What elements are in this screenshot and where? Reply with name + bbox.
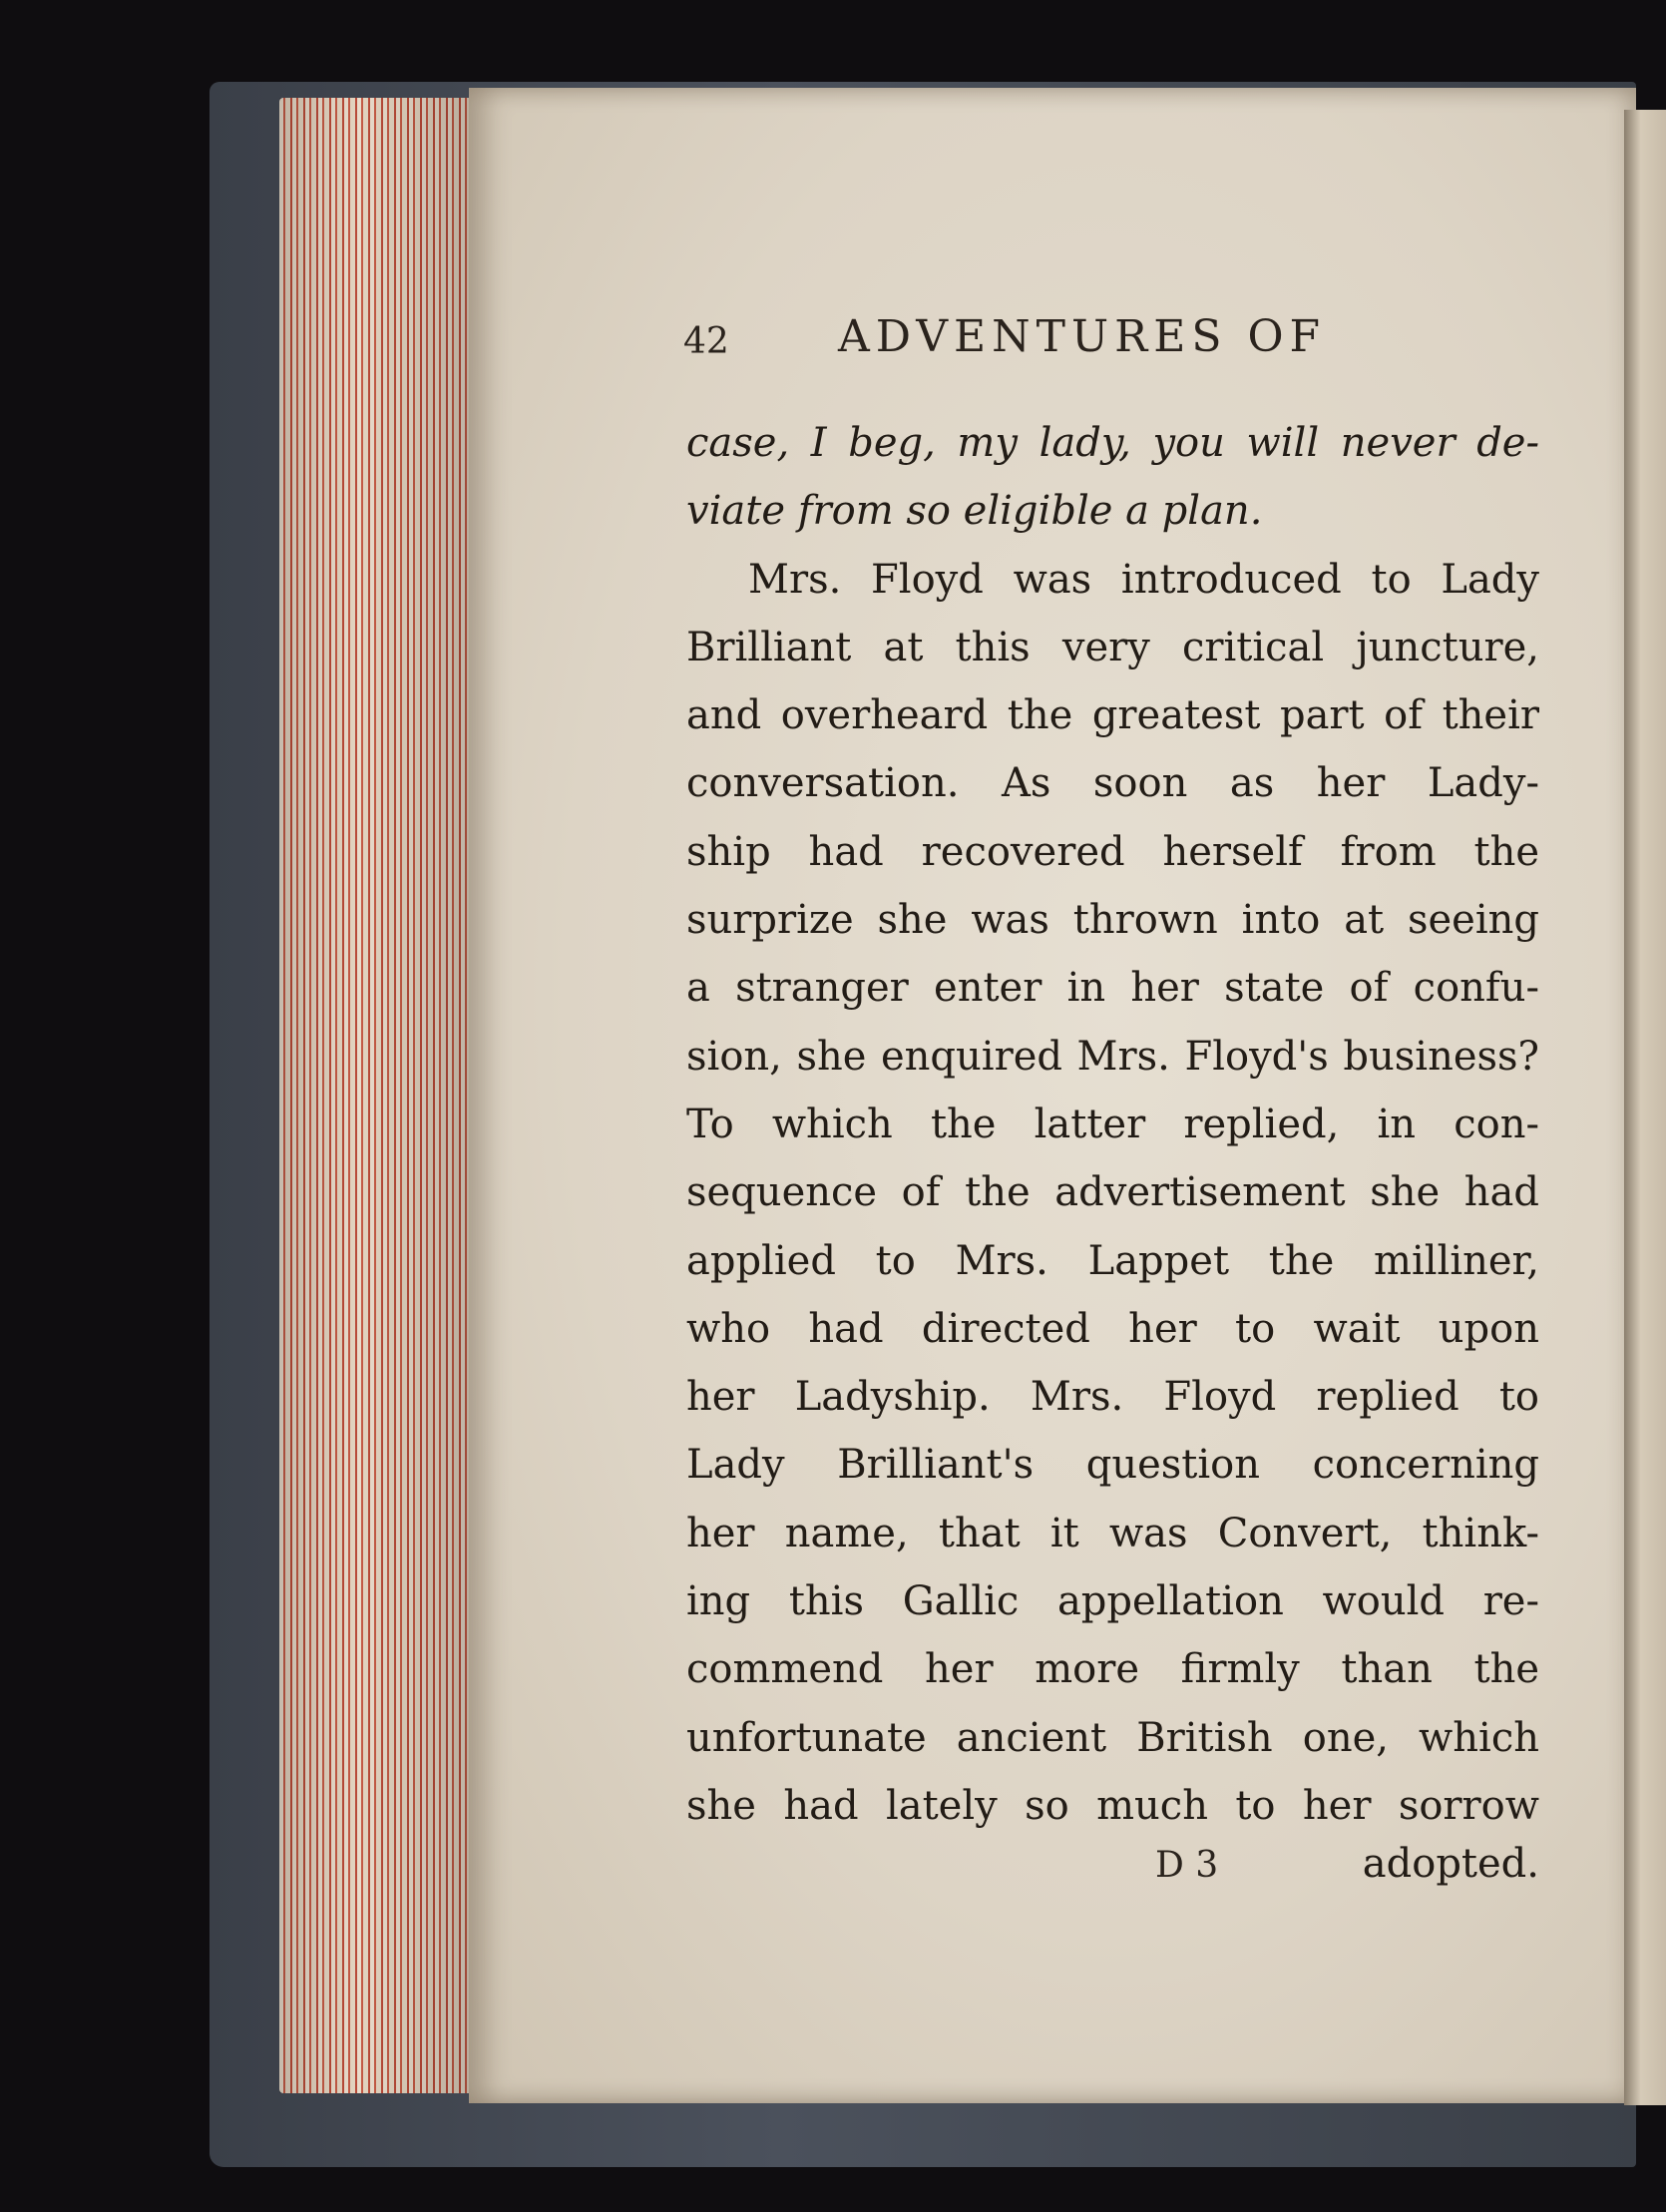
catchword: adopted.	[1362, 1841, 1539, 1887]
signature-mark: D 3	[1155, 1845, 1219, 1886]
text-line: conversation. As soon as her Lady-	[686, 760, 1539, 807]
text-line: who had directed her to wait upon	[686, 1305, 1539, 1352]
page-footer	[686, 1841, 1539, 1901]
text-line: sequence of the advertisement she had	[686, 1169, 1539, 1216]
text-line: surprize she was thrown into at seeing	[686, 897, 1539, 944]
text-line: To which the latter replied, in con-	[686, 1101, 1539, 1147]
running-title: ADVENTURES OF	[838, 311, 1327, 362]
page-number: 42	[683, 321, 729, 362]
text-line: ship had recovered herself from the	[686, 828, 1539, 875]
page-body	[686, 409, 1539, 1840]
text-line: her name, that it was Convert, think-	[686, 1510, 1539, 1556]
facing-page-gutter	[1624, 110, 1666, 2105]
text-line: commend her more firmly than the	[686, 1646, 1539, 1693]
text-line: and overheard the greatest part of their	[686, 692, 1539, 739]
page-edges-shading	[279, 98, 479, 2093]
text-line: viate from so eligible a plan.	[686, 488, 1263, 535]
text-line: Brilliant at this very critical juncture,	[686, 624, 1539, 670]
text-line: her Ladyship. Mrs. Floyd replied to	[686, 1374, 1539, 1421]
text-line: a stranger enter in her state of confu-	[686, 965, 1539, 1012]
text-line: sion, she enquired Mrs. Floyd's business?	[686, 1033, 1539, 1080]
text-line: unfortunate ancient British one, which	[686, 1714, 1539, 1761]
text-line: applied to Mrs. Lappet the milliner,	[686, 1237, 1539, 1284]
text-line: ing this Gallic appellation would re-	[686, 1578, 1539, 1625]
text-line: case, I beg, my lady, you will never de-	[686, 420, 1539, 466]
text-line: Lady Brilliant's question concerning	[686, 1442, 1539, 1489]
text-line: she had lately so much to her sorrow	[686, 1782, 1539, 1829]
text-line: Mrs. Floyd was introduced to Lady	[748, 556, 1539, 603]
